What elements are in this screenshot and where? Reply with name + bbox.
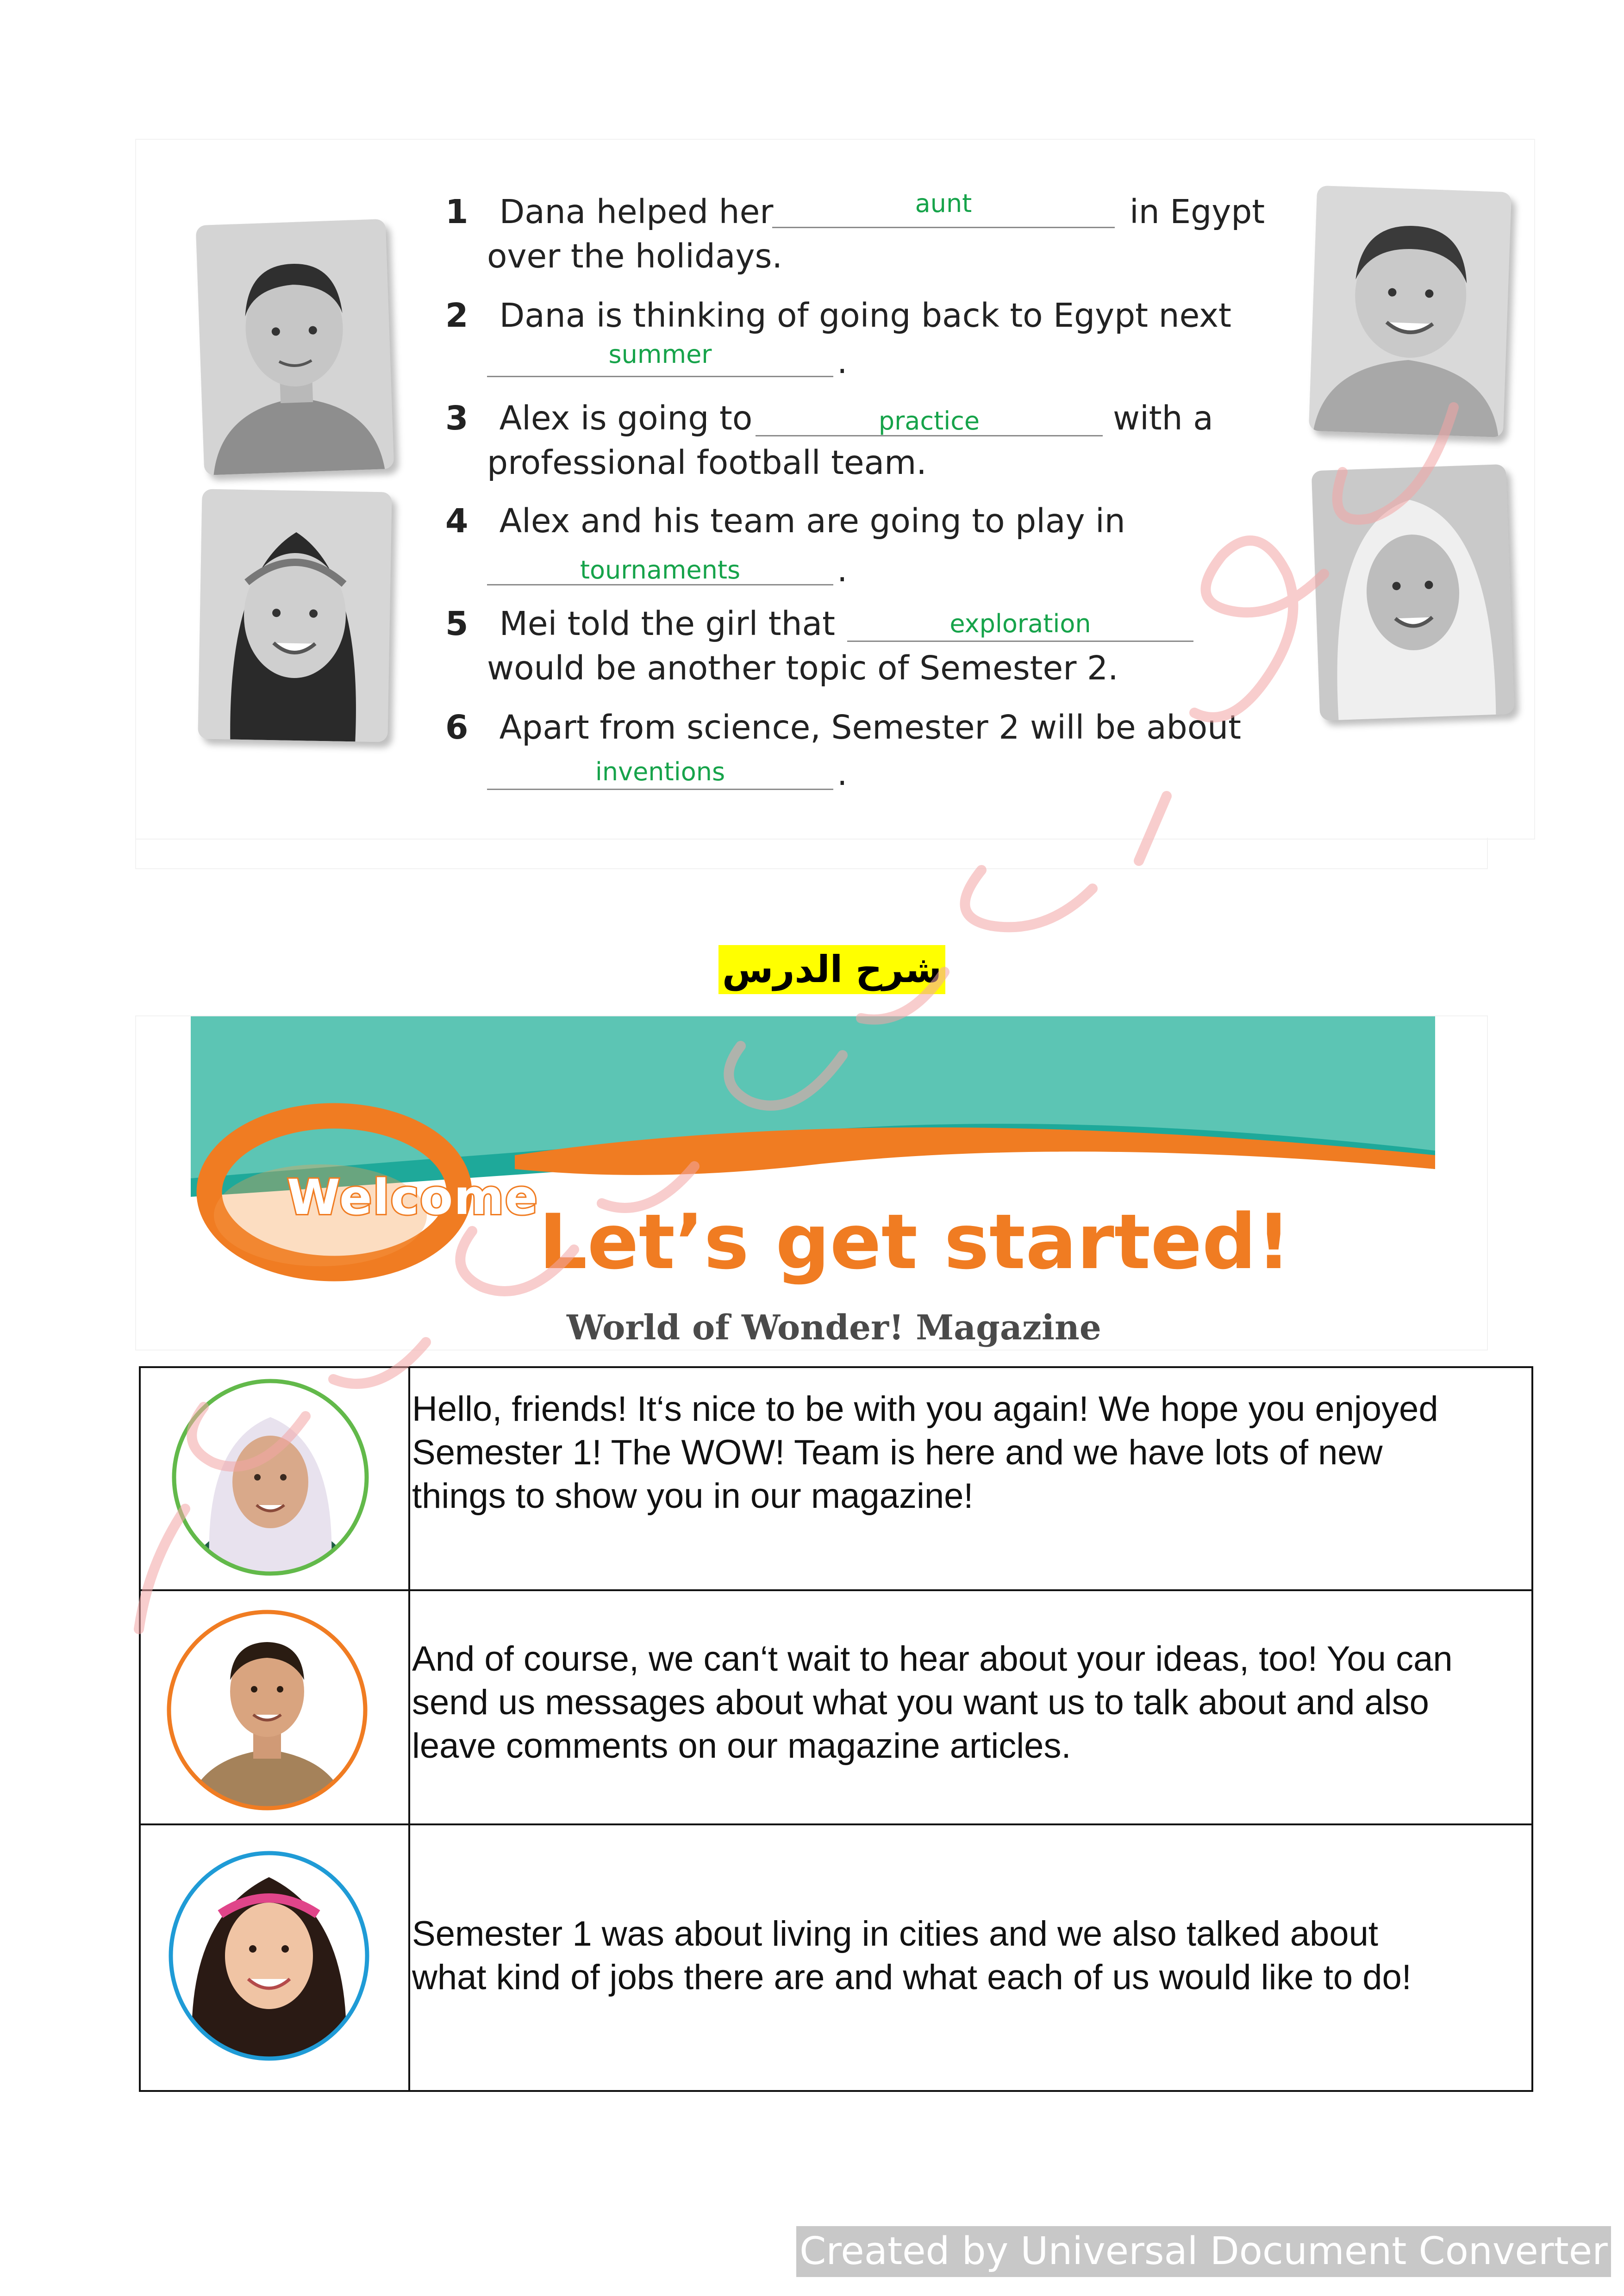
answer-blank-1[interactable]: [772, 227, 1115, 228]
text-line: Hello, friends! It‘s nice to be with you again! We hope you enjoyed: [412, 1389, 1438, 1429]
welcome-badge: Welcome: [287, 1169, 539, 1226]
text-line: And of course, we can‘t wait to hear about your ideas, too! You can: [412, 1639, 1453, 1679]
answer-5: exploration: [949, 609, 1091, 638]
row-3-text: [412, 1912, 1412, 1999]
text-line: leave comments on our magazine articles.: [412, 1726, 1071, 1766]
banner-title: Let’s get started!: [539, 1198, 1291, 1286]
question-3-line2: professional football team.: [487, 443, 927, 482]
text-line: what kind of jobs there are and what each of us would like to do!: [412, 1958, 1412, 1997]
question-1-after: in Egypt: [1130, 193, 1265, 231]
question-6-after: .: [837, 754, 848, 793]
question-2-line1: [445, 296, 1231, 335]
magazine-title: World of Wonder! Magazine: [567, 1308, 1101, 1348]
question-number: 1: [445, 193, 468, 231]
answer-2: summer: [608, 340, 712, 369]
question-text: Dana helped her: [499, 193, 774, 231]
question-number: 2: [445, 296, 468, 335]
question-number: 3: [445, 399, 468, 437]
question-number: 4: [445, 502, 468, 540]
answer-6: inventions: [595, 757, 725, 786]
question-text: Alex is going to: [499, 399, 753, 437]
question-number: 5: [445, 604, 468, 643]
question-number: 6: [445, 708, 468, 747]
question-3-after: with a: [1113, 399, 1213, 437]
text-line: send us messages about what you want us to talk about and also: [412, 1683, 1429, 1722]
watermark-handwriting: [120, 380, 1509, 1860]
converter-footer: Created by Universal Document Converter: [796, 2226, 1611, 2277]
answer-4: tournaments: [580, 555, 741, 585]
text-line: things to show you in our magazine!: [412, 1476, 974, 1516]
avatar-girl: [165, 1849, 373, 2062]
question-text: Alex and his team are going to play in: [499, 502, 1125, 540]
question-1-line2: over the holidays.: [487, 237, 783, 275]
text-line: Semester 1 was about living in cities and we also talked about: [412, 1914, 1378, 1954]
text-line: Semester 1! The WOW! Team is here and we have lots of new: [412, 1433, 1383, 1472]
question-1-line1: [445, 193, 774, 231]
answer-blank-2[interactable]: [487, 376, 833, 377]
lesson-explanation-heading: شرح الدرس: [718, 945, 945, 994]
question-5-line2: would be another topic of Semester 2.: [487, 649, 1118, 687]
question-text: Dana is thinking of going back to Egypt next: [499, 296, 1231, 335]
answer-3: practice: [878, 406, 980, 436]
question-2-after: .: [837, 342, 848, 381]
question-text: Apart from science, Semester 2 will be about: [499, 708, 1241, 747]
question-text: Mei told the girl that: [499, 604, 835, 643]
question-4-after: .: [837, 551, 848, 589]
answer-1: aunt: [915, 189, 972, 218]
